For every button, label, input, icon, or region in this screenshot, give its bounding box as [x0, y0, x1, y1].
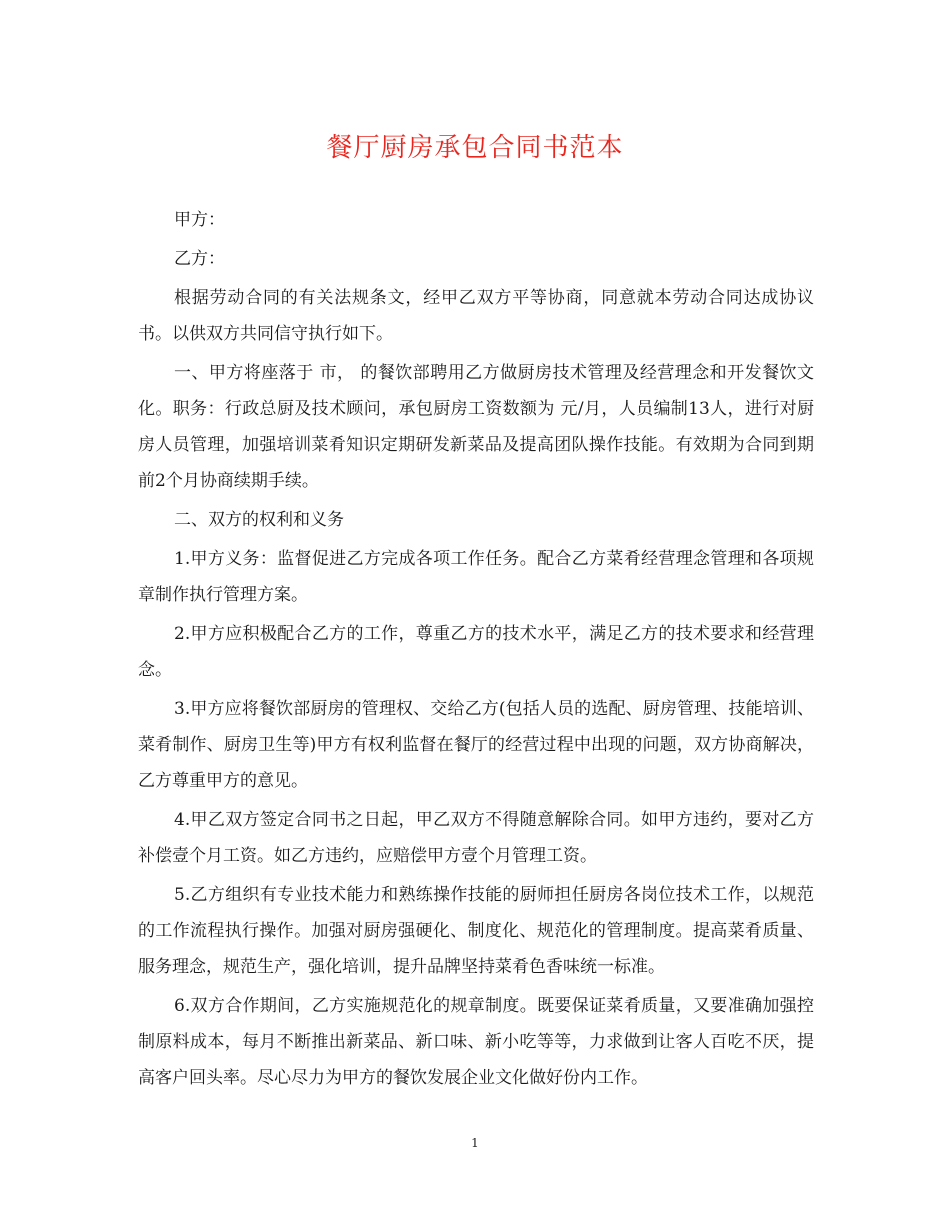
- preamble-paragraph: 根据劳动合同的有关法规条文，经甲乙双方平等协商，同意就本劳动合同达成协议书。以供双方共同信守执行如下。: [138, 288, 814, 344]
- clause-5-paragraph: 5.乙方组织有专业技术能力和熟练操作技能的厨师担任厨房各岗位技术工作，以规范的工作流程执行操作。加强对厨房强硬化、制度化、规范化的管理制度。提高菜肴质量、服务理念，规范生产，强化培训，提升品牌坚持菜肴色香味统一标准。: [138, 885, 814, 977]
- document-body: [138, 202, 814, 1096]
- clause-3-paragraph: 3.甲方应将餐饮部厨房的管理权、交给乙方(包括人员的选配、厨房管理、技能培训、菜肴制作、厨房卫生等)甲方有权利监督在餐厅的经营过程中出现的问题，双方协商解决，乙方尊重甲方的意见。: [138, 699, 814, 791]
- clause-1-paragraph: 1.甲方义务：监督促进乙方完成各项工作任务。配合乙方菜肴经营理念管理和各项规章制作执行管理方案。: [138, 549, 814, 605]
- party-a-line: 甲方：: [174, 210, 225, 230]
- party-b-line: 乙方：: [174, 249, 225, 269]
- section-two-heading: 二、双方的权利和义务: [174, 510, 344, 530]
- clause-2-paragraph: 2.甲方应积极配合乙方的工作，尊重乙方的技术水平，满足乙方的技术要求和经营理念。: [138, 624, 814, 680]
- section-one-paragraph: 一、甲方将座落于 市， 的餐饮部聘用乙方做厨房技术管理及经营理念和开发餐饮文化。职务：行政总厨及技术顾问，承包厨房工资数额为 元/月，人员编制13人，进行对厨房人员管理，加强培训菜肴知识定期研发新菜品及提高团队操作技能。有效期为合同到期前2个月协商续期手续。: [138, 363, 814, 491]
- clause-6-paragraph: 6.双方合作期间，乙方实施规范化的规章制度。既要保证菜肴质量，又要准确加强控制原料成本，每月不断推出新菜品、新口味、新小吃等等，力求做到让客人百吃不厌，提高客户回头率。尽心尽力为甲方的餐饮发展企业文化做好份内工作。: [138, 996, 814, 1088]
- clause-4-paragraph: 4.甲乙双方签定合同书之日起，甲乙双方不得随意解除合同。如甲方违约，要对乙方补偿壹个月工资。如乙方违约，应赔偿甲方壹个月管理工资。: [138, 810, 814, 866]
- document-title: 餐厅厨房承包合同书范本: [326, 133, 624, 163]
- page-number: 1: [471, 1136, 479, 1150]
